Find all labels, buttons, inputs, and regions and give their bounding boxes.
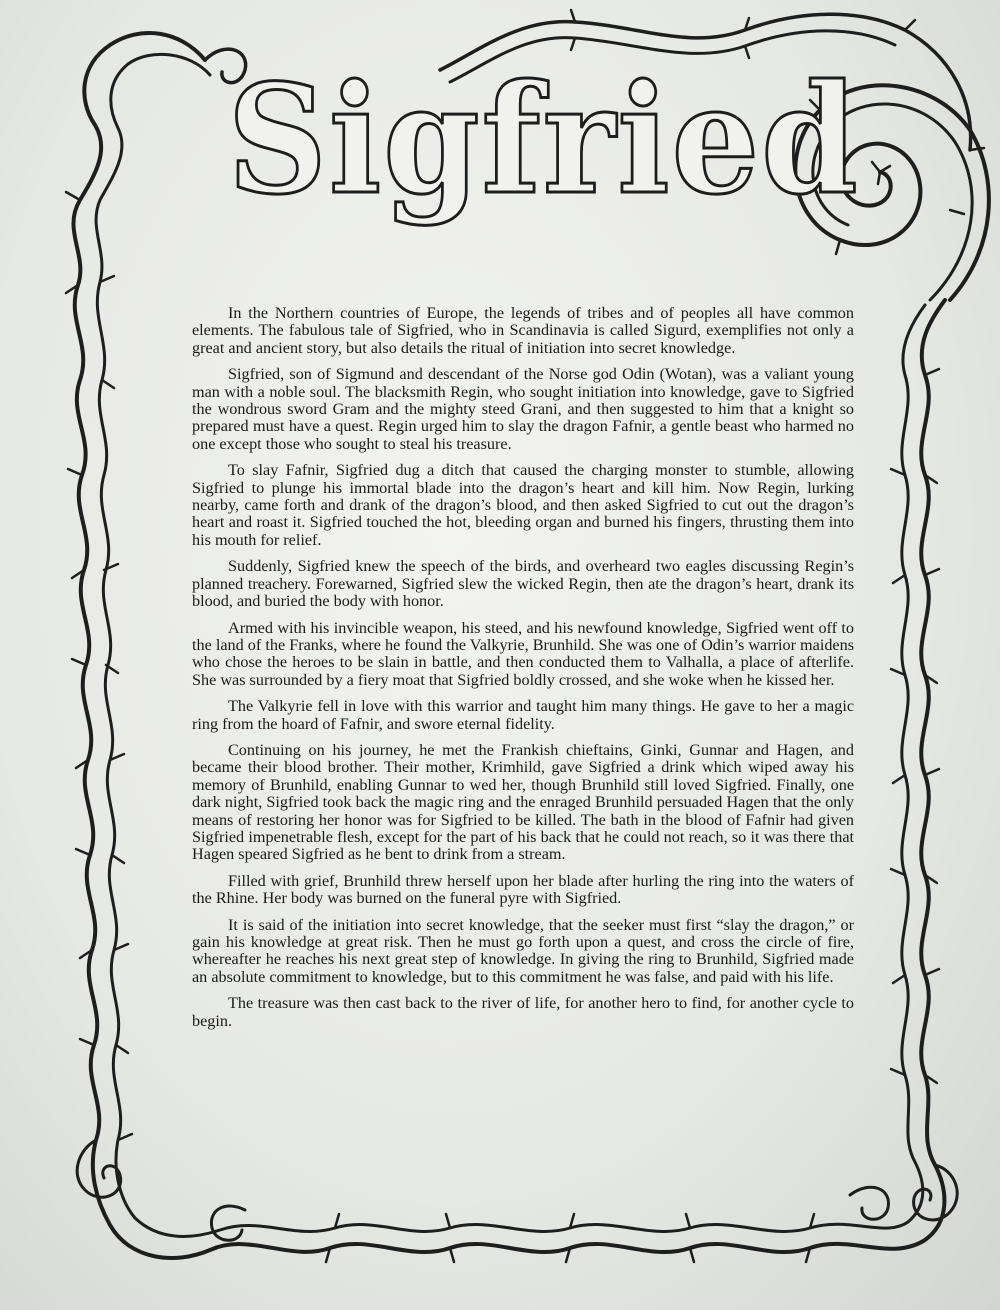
paragraph: Sigfried, son of Sigmund and descendant of the Norse god Odin (Wotan), was a valiant young man with a noble soul. The blacksmith Regin, who sought initiation into knowledge, gave to Sigfried the wondrous sword Gram and the mighty steed Grani, and then suggested to him that a knight so prepared must have a quest. Regin urged him to slay the dragon Fafnir, a gentle beast who harmed no one except those who sought to steal his treasure. [192,365,854,453]
paragraph: It is said of the initiation into secret knowledge, that the seeker must first “slay the dragon,” or gain his knowledge at great risk. Then he must go forth upon a quest, and cross the circle of fire, whereafter he reaches his next great step of knowledge. In giving the ring to Brunhild, Sigfried made an absolute commitment to knowledge, but to this commitment he was false, and paid with his life. [192,915,854,986]
paragraph: Continuing on his journey, he met the Frankish chieftains, Ginki, Gunnar and Hagen, and became their blood brother. Their mother, Krimhild, gave Sigfried a drink which wiped away his memory of Brunhild, enabling Gunnar to wed her, though Brunhild still loved Sigfried. Finally, one dark night, Sigfried took back the magic ring and the enraged Brunhild persuaded Hagen that the only means of restoring her honor was for Sigfried to be killed. The bath in the blood of Fafnir had given Sigfried impenetrable flesh, except for the part of his back that he could not reach, so it was there that Hagen speared Sigfried as he bent to drink from a stream. [192,740,854,864]
paragraph: The treasure was then cast back to the river of life, for another hero to find, for another cycle to begin. [192,994,854,1030]
page-title: Sigfried [227,52,860,228]
paragraph: To slay Fafnir, Sigfried dug a ditch that caused the charging monster to stumble, allowing Sigfried to plunge his immortal blade into the dragon’s heart and kill him. Now Regin, lurking nearby, came forth and drank of the dragon’s blood, and then asked Sigfried to cut out the dragon’s heart and roast it. Sigfried touched the hot, bleeding organ and burned his fingers, thrusting them into his mouth for relief. [192,461,854,549]
paragraph: The Valkyrie fell in love with this warrior and taught him many things. He gave to her a magic ring from the hoard of Fafnir, and swore eternal fidelity. [192,697,854,733]
paragraph: Suddenly, Sigfried knew the speech of the birds, and overheard two eagles discussing Regin’s planned treachery. Forewarned, Sigfried slew the wicked Regin, then ate the dragon’s heart, drank its blood, and buried the body with honor. [192,557,854,611]
title-block [205,30,860,270]
paragraph: Armed with his invincible weapon, his steed, and his newfound knowledge, Sigfried went off to the land of the Franks, where he found the Valkyrie, Brunhild. She was one of Odin’s warrior maidens who chose the heroes to be slain in battle, and then conducted them to Valhalla, a place of afterlife. She was surrounded by a fiery moat that Sigfried boldly crossed, and she woke when he kissed her. [192,618,854,689]
paragraph: In the Northern countries of Europe, the legends of tribes and of peoples all have common elements. The fabulous tale of Sigfried, who in Scandinavia is called Sigurd, exemplifies not only a great and ancient story, but also details the ritual of initiation into secret knowledge. [192,304,854,357]
story-text [192,305,854,1039]
paragraph: Filled with grief, Brunhild threw herself upon her blade after hurling the ring into the waters of the Rhine. Her body was burned on the funeral pyre with Sigfried. [192,871,854,908]
